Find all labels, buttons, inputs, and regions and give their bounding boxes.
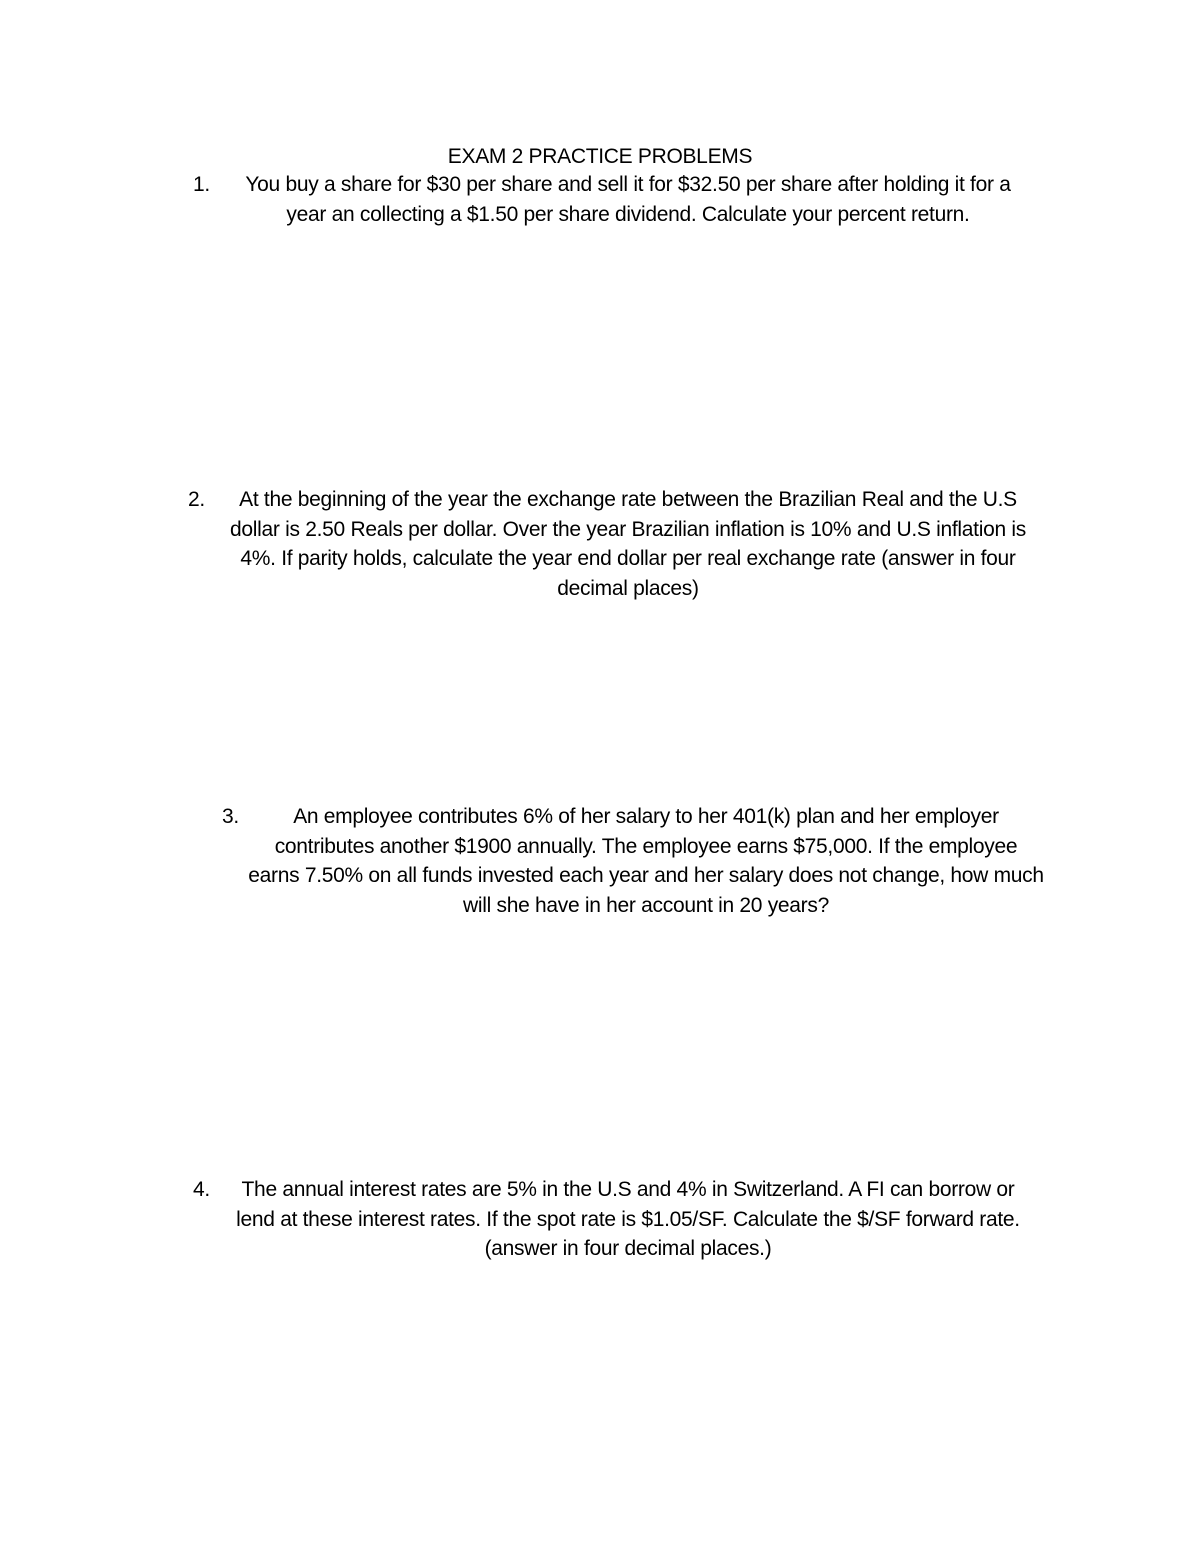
problem-line: (answer in four decimal places.): [484, 1237, 772, 1261]
problem-number: 3.: [222, 805, 239, 828]
problem-line: The annual interest rates are 5% in the U.S and 4% in Switzerland. A FI can borrow or: [241, 1178, 1015, 1201]
problem-line: dollar is 2.50 Reals per dollar. Over the year Brazilian inflation is 10% and U.S inflation is: [230, 517, 1026, 541]
problem-text: [193, 170, 1063, 229]
problem-number: 4.: [193, 1178, 210, 1201]
problem-number: 1.: [193, 173, 210, 196]
problem-line: An employee contributes 6% of her salary to her 401(k) plan and her employer: [293, 805, 999, 828]
problem-3: [222, 802, 1070, 920]
problem-4: [193, 1175, 1063, 1264]
problem-line: At the beginning of the year the exchange rate between the Brazilian Real and the U.S: [239, 488, 1017, 511]
problem-2: [188, 485, 1068, 603]
problem-line: contributes another $1900 annually. The employee earns $75,000. If the employee: [274, 834, 1018, 858]
problem-line: will she have in her account in 20 years?: [463, 893, 829, 917]
page-title: EXAM 2 PRACTICE PROBLEMS: [447, 145, 753, 168]
problem-line: 4%. If parity holds, calculate the year end dollar per real exchange rate (answer in four: [240, 547, 1016, 571]
problem-line: year an collecting a $1.50 per share dividend. Calculate your percent return.: [286, 202, 970, 226]
problem-line: decimal places): [557, 576, 699, 600]
problem-1: [193, 170, 1063, 229]
problem-line: lend at these interest rates. If the spot rate is $1.05/SF. Calculate the $/SF forward rate.: [236, 1207, 1020, 1231]
problem-line: earns 7.50% on all funds invested each year and her salary does not change, how much: [248, 864, 1044, 888]
problem-line: You buy a share for $30 per share and sell it for $32.50 per share after holding it for a: [245, 173, 1011, 196]
problem-text: [188, 485, 1068, 603]
problem-text: [193, 1175, 1063, 1264]
problem-text: [222, 802, 1070, 920]
problem-number: 2.: [188, 488, 205, 511]
